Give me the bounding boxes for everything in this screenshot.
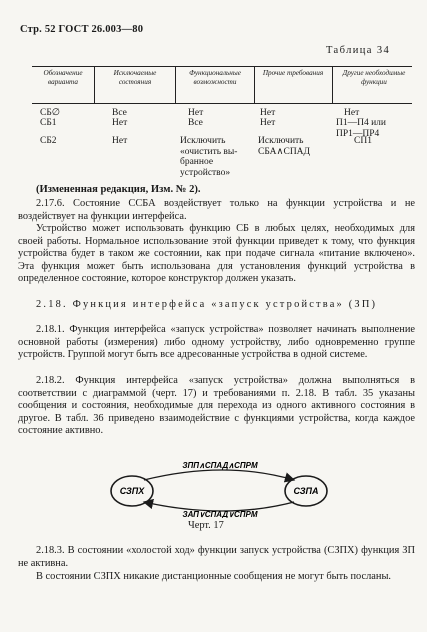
table-cell: Нет (112, 118, 128, 128)
column-header: Другие необходимые функции (342, 69, 406, 86)
table-cell: СБ∅ (40, 108, 61, 118)
figure-caption: Черт. 17 (188, 520, 224, 531)
table-cell: Все (112, 108, 127, 118)
paragraph-szpx-state: В состоянии СЗПХ никакие дистанционные сообщения не могут быть посланы. (36, 571, 392, 582)
table-col-divider (94, 66, 95, 103)
table-cell: Все (188, 118, 203, 128)
table-top-rule (32, 66, 412, 67)
table-cell: СБ1 (40, 118, 57, 128)
paragraph-2-17-6: 2.17.6. Состояние ССБА воздействует только на функции устройства и не воздействует на функции интерфейса. (18, 198, 415, 222)
transition-arrow-top (144, 470, 294, 480)
page-header: Стр. 52 ГОСТ 26.003—80 (20, 24, 144, 35)
state-diagram (110, 462, 340, 518)
table-col-divider (332, 66, 333, 103)
column-header: Исключаемые состояния (113, 69, 157, 86)
paragraph-2-18-2: 2.18.2. Функция интерфейса «запуск устройства» должна выполняться в соответствии с диаграммой (черт. 17) и требованиями п. 2.18. В табл. 35 указаны сообщения и состояния, необходимые для перехода из одного активного состояния в другое. В табл. 36 приведено взаимодействие с функциями устройства, когда каждое состояние активно. (18, 375, 415, 437)
state-label-szpx: СЗПХ (119, 486, 145, 496)
table-cell: Исключить СБА∧СПАД (258, 136, 311, 157)
transition-label-bottom: ЗАП∨СПАД∨СПРМ (182, 510, 258, 518)
table-cell: Нет (260, 108, 276, 118)
table-col-divider (254, 66, 255, 103)
paragraph-2-18-1: 2.18.1. Функция интерфейса «запуск устройства» позволяет начинать выполнение основной работы (измерения) либо одному устройству, либо одновременно группе устройств. Группой могут быть все адресованные устройства в одной системе. (18, 324, 415, 361)
table-cell: Нет (260, 118, 276, 128)
table-cell: Нет (344, 108, 360, 118)
table-cell: П1—П4 или ПР1—ПР4 (336, 118, 387, 139)
table-cell: СП1 (354, 136, 372, 146)
column-header: Функциональные возможности (189, 69, 241, 86)
section-heading-2-18: 2.18. Функция интерфейса «запуск устройства» (ЗП) (36, 299, 378, 310)
amendment-note: (Измененная редакция, Изм. № 2). (36, 184, 201, 195)
table-cell: Нет (188, 108, 204, 118)
table-cell: СБ2 (40, 136, 57, 146)
column-header: Прочие требования (262, 69, 324, 77)
state-label-szpa: СЗПА (293, 486, 319, 496)
column-header: Обозначение варианта (43, 69, 83, 86)
table-header-rule (32, 103, 412, 104)
table-col-divider (175, 66, 176, 103)
paragraph-2-18-3: 2.18.3. В состоянии «холостой ход» функции запуск устройства (СЗПХ) функция ЗП не активна. (18, 545, 415, 569)
table-cell: Нет (112, 136, 128, 146)
table-title: Таблица 34 (326, 45, 391, 56)
paragraph-device-usage: Устройство может использовать функцию СБ в любых целях, необходимых для своей работы. Нормальное использование этой функции приведет к тому, что функция устройства будет в таком же состоянии, как при подаче сигнала «питание включено». Эта функция может быть использована для установления функций устройства в определенное состояние, которое конструктор должен указать. (18, 223, 415, 285)
transition-label-top: ЗПП∧СПАД∧СПРМ (182, 462, 258, 470)
table-cell: Исключить «очистить вы- бранное устройство» (180, 136, 238, 178)
